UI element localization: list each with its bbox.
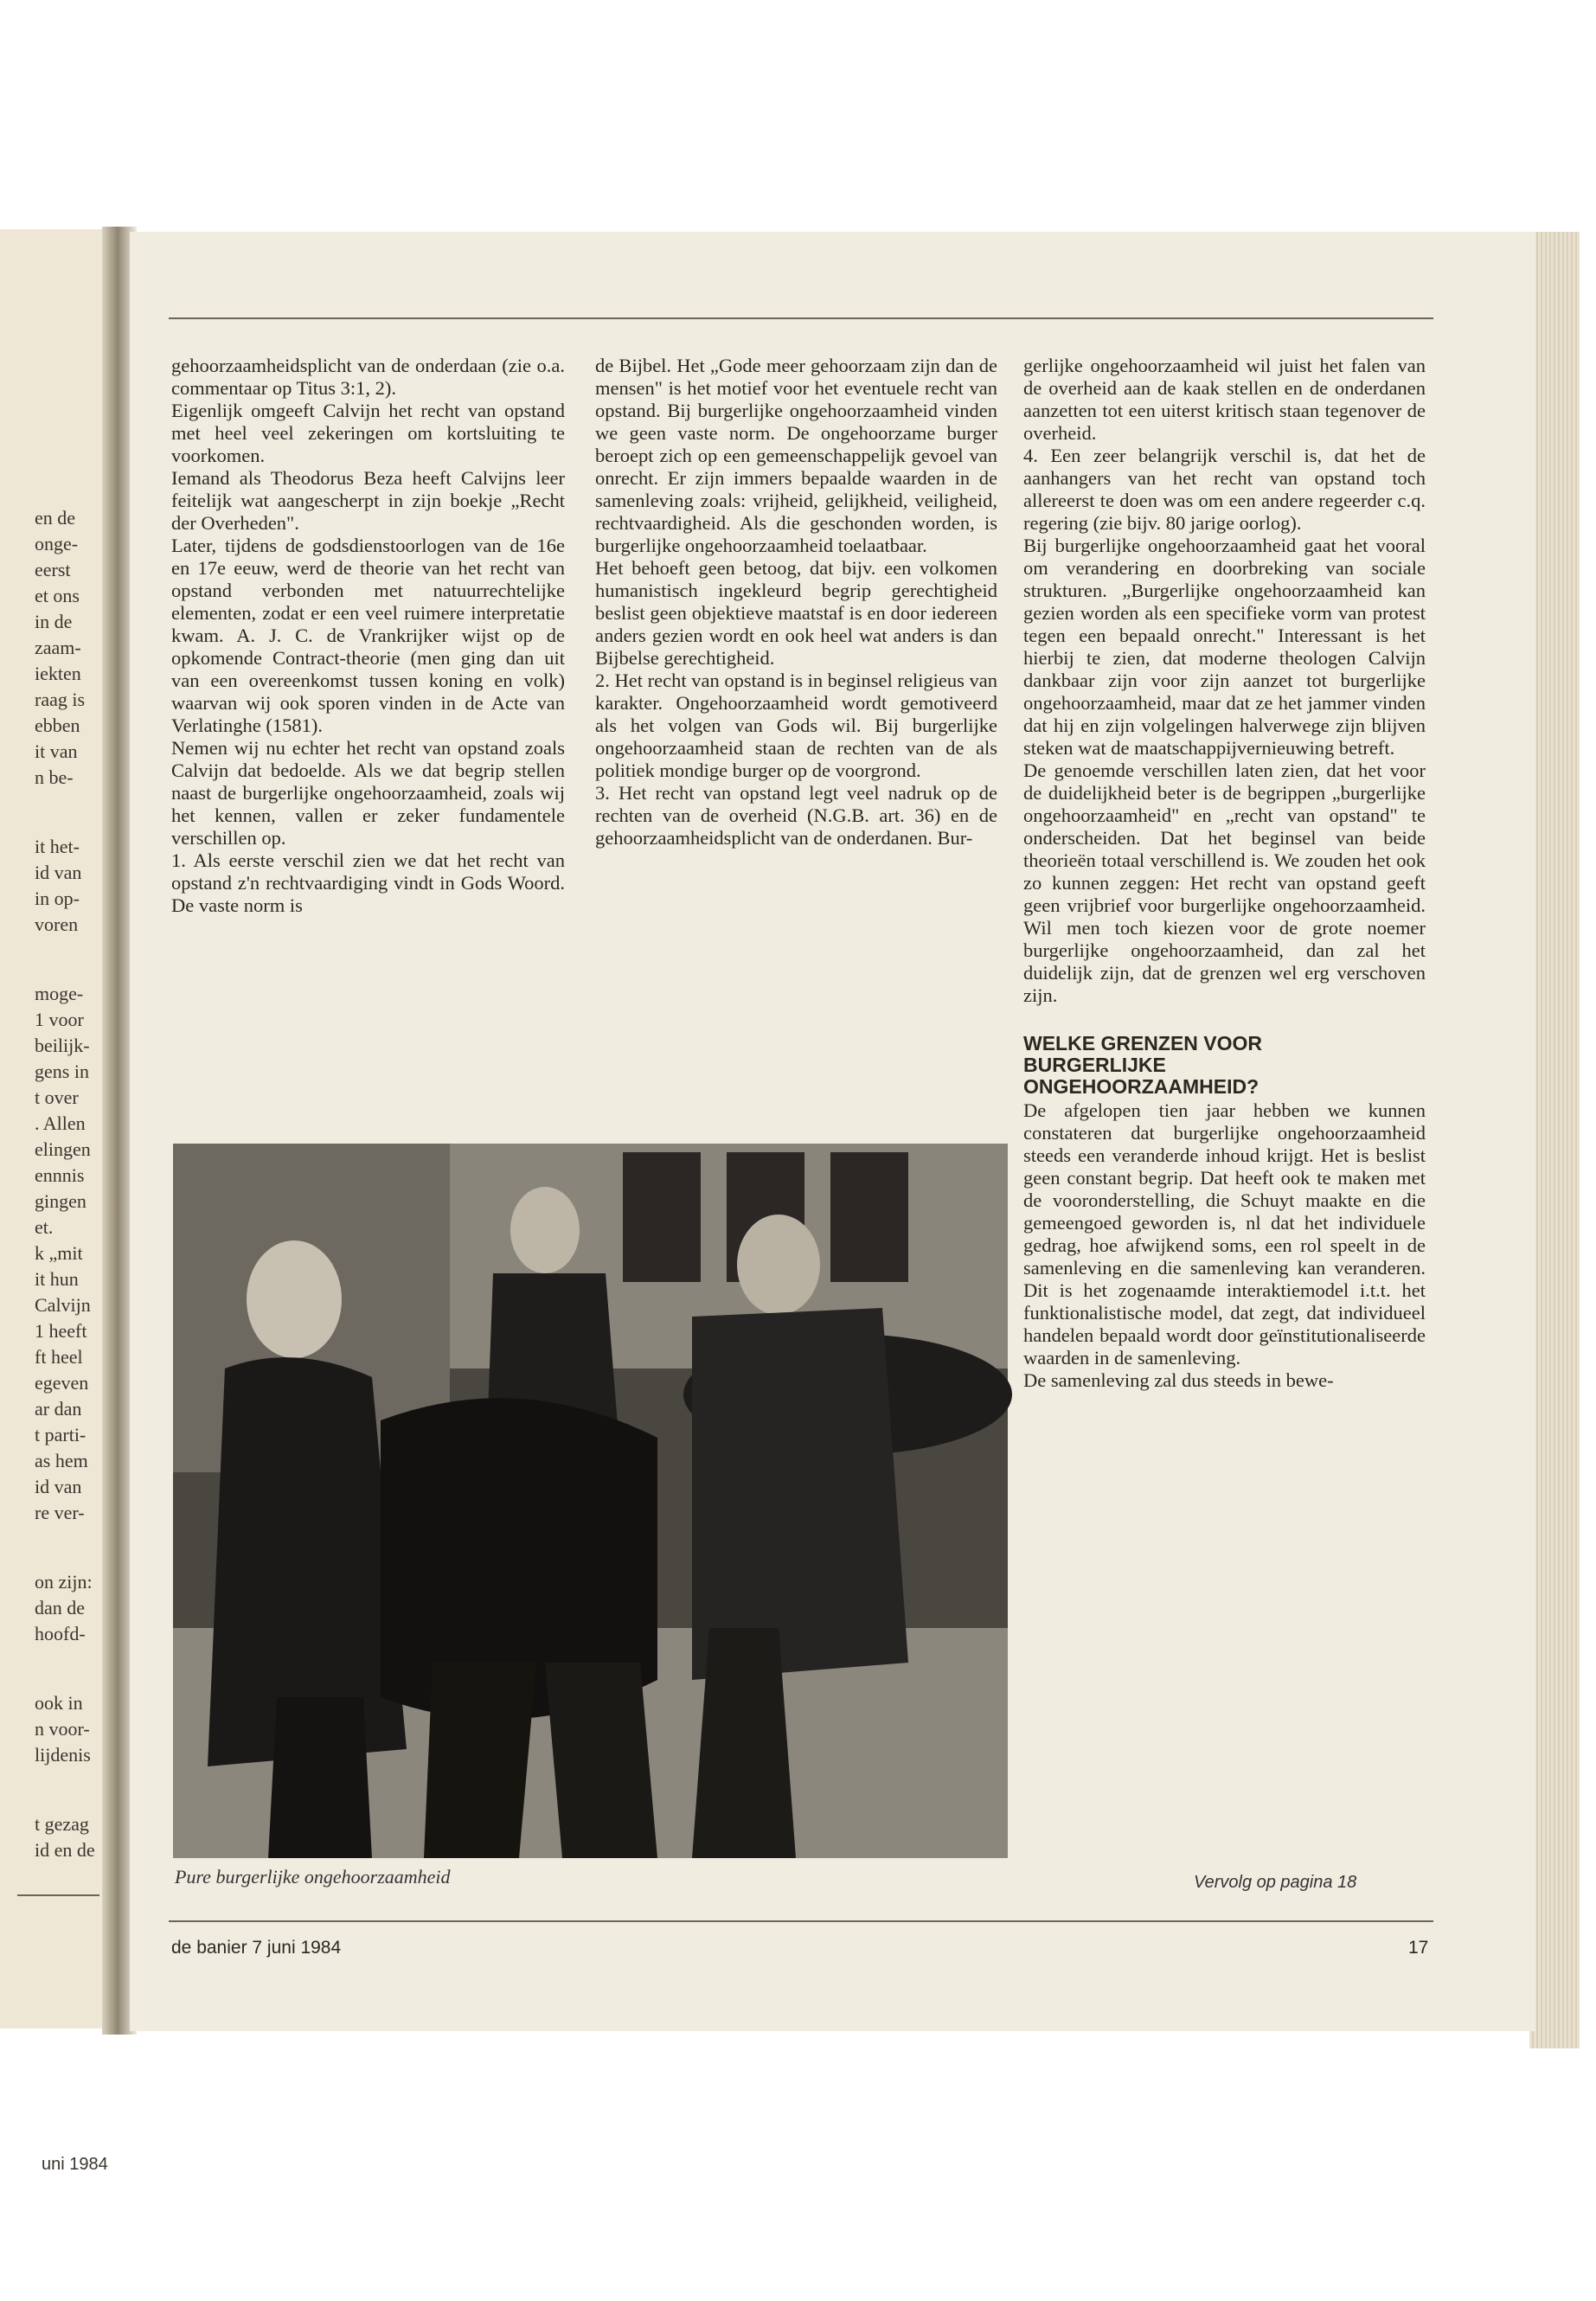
previous-page-line: moge-	[35, 983, 84, 1004]
previous-page-line: lijdenis	[35, 1744, 91, 1766]
previous-page-line: ennnis	[35, 1164, 85, 1186]
previous-page-line: et ons	[35, 585, 80, 606]
footer-publication: de banier 7 juni 1984	[171, 1938, 342, 1958]
previous-page-line: n voor-	[35, 1718, 90, 1740]
previous-page-line: n be-	[35, 766, 74, 788]
previous-page-line: hoofd-	[35, 1623, 86, 1644]
previous-page-line: eerst	[35, 559, 71, 580]
paragraph: de Bijbel. Het „Gode meer gehoorzaam zijn dan de mensen" is het motief voor het eventuele recht van opstand. Bij burgerlijke ongehoorzaamheid vinden we geen vaste norm. De ongehoorzame burger beroept zich op een gemeenschappelijk gevoel van onrecht. Er zijn immers bepaalde waarden in de samenleving zoals: vrijheid, gelijkheid, veiligheid, rechtvaardigheid. Als die geschonden worden, is burgerlijke ongehoorzaamheid toelaatbaar.	[595, 355, 997, 556]
previous-page-line: id en de	[35, 1839, 95, 1861]
previous-page-line: egeven	[35, 1372, 89, 1394]
previous-page-line: Calvijn	[35, 1294, 91, 1316]
column-3-upper-text	[1023, 355, 1426, 1007]
news-photo	[173, 1144, 1008, 1858]
previous-page-line: dan de	[35, 1597, 86, 1618]
previous-page-line: . Allen	[35, 1112, 86, 1134]
headline-line-1: WELKE GRENZEN VOOR	[1023, 1032, 1263, 1054]
paragraph: Het behoeft geen betoog, dat bijv. een volkomen humanistisch ingekleurd begrip gerechtigheid beslist geen objektieve maatstaf is en door iedereen anders gezien wordt en ook heel wat anders is dan Bijbelse gerechtigheid.	[595, 557, 997, 669]
previous-page-line: beilijk-	[35, 1035, 90, 1056]
previous-page-line: it van	[35, 740, 78, 762]
paragraph: 2. Het recht van opstand is in beginsel religieus van karakter. Ongehoorzaamheid wordt gemotiveerd als het volgen van Gods wil. Bij burgerlijke ongehoorzaamheid staan de rechten van de als politiek mondige burger op de voorgrond.	[595, 670, 997, 781]
previous-page-line: t over	[35, 1086, 79, 1108]
paragraph: 1. Als eerste verschil zien we dat het recht van opstand z'n rechtvaardiging vindt in Gods Woord. De vaste norm is	[171, 849, 565, 916]
previous-page-edge	[0, 229, 114, 2174]
paragraph: Iemand als Theodorus Beza heeft Calvijns leer feitelijk wat aangescherpt in zijn boekje „Recht der Overheden".	[171, 467, 565, 534]
previous-page-line: en de	[35, 507, 76, 529]
previous-page-line: it het-	[35, 836, 80, 857]
article-column-1	[171, 355, 565, 917]
section-headline	[1023, 1033, 1426, 1098]
previous-page-line: et.	[35, 1216, 54, 1238]
previous-page-line: 1 voor	[35, 1009, 84, 1030]
paragraph: De genoemde verschillen laten zien, dat het voor de duidelijkheid beter is de begrippen „burgerlijke ongehoorzaamheid" en „recht van opstand" te onderscheiden. Dat het beginsel van beide theorieën totaal verschillend is. We zouden het ook zo kunnen zeggen: Het recht van opstand geeft geen vrijbrief voor burgerlijke ongehoorzaamheid. Wil men toch kiezen voor de grote noemer burgerlijke ongehoorzaamheid, dan zal het duidelijk zijn, dat de grenzen wel erg verschoven zijn.	[1023, 760, 1426, 1006]
photo-caption: Pure burgerlijke ongehoorzaamheid	[175, 1866, 451, 1888]
top-rule	[169, 317, 1433, 319]
book-page-edges	[1529, 232, 1580, 2048]
previous-page-line: ft heel	[35, 1346, 83, 1368]
headline-line-2: BURGERLIJKE	[1023, 1054, 1166, 1076]
previous-page-line: in op-	[35, 888, 80, 909]
previous-page-line: iekten	[35, 663, 81, 684]
previous-page-line: gens in	[35, 1061, 89, 1082]
column-3-lower-text	[1023, 1099, 1426, 1392]
previous-page-line: onge-	[35, 533, 79, 554]
paragraph: Eigenlijk omgeeft Calvijn het recht van opstand met heel veel zekeringen om kortsluiting te voorkomen.	[171, 400, 565, 466]
article-column-2	[595, 355, 997, 849]
previous-page-line: voren	[35, 913, 79, 935]
continued-on-page: Vervolg op pagina 18	[1194, 1873, 1357, 1892]
paragraph: 3. Het recht van opstand legt veel nadruk op de rechten van de overheid (N.G.B. art. 36) en de gehoorzaamheidsplicht van de onderdanen. Bur-	[595, 782, 997, 849]
previous-page-footer: uni 1984	[42, 2155, 108, 2174]
previous-page-line: ebben	[35, 715, 80, 736]
page-number: 17	[1408, 1938, 1429, 1958]
paragraph: Nemen wij nu echter het recht van opstand zoals Calvijn dat bedoelde. Als we dat begrip stellen naast de burgerlijke ongehoorzaamheid, zoals wij het kennen, vallen er zeker fundamentele verschillen op.	[171, 737, 565, 849]
previous-page-line: ook in	[35, 1692, 83, 1714]
police-scuffle-photo	[173, 1144, 1008, 1858]
paragraph: De afgelopen tien jaar hebben we kunnen constateren dat burgerlijke ongehoorzaamheid steeds een veranderde inhoud krijgt. Het is beslist geen constant begrip. Dat heeft ook te maken met de vooronderstelling, die Schuyt maakte en die gemeengoed geworden is, nl dat het individuele gedrag, hoe afwijkend soms, een rol speelt in de samenleving en die samenleving kan veranderen. Dit is het zogenaamde interaktiemodel i.t.t. het funktionalistische model, dat zegt, dat individueel handelen bepaald wordt door geïnstitutionaliseerde waarden in de samenleving.	[1023, 1099, 1426, 1368]
paragraph: Bij burgerlijke ongehoorzaamheid gaat het vooral om verandering en doorbreking van sociale strukturen. „Burgerlijke ongehoorzaamheid kan gezien worden als een specifieke vorm van protest tegen een bepaald onrecht." Interessant is het hierbij te zien, dat moderne theologen Calvijn dankbaar zijn voor zijn aanzet tot burgerlijke ongehoorzaamheid, maar dat ze het jammer vinden dat hij en zijn volgelingen halverwege zijn blijven steken wat de maatschappijvernieuwing betreft.	[1023, 535, 1426, 759]
previous-page-line: t parti-	[35, 1424, 87, 1445]
paragraph: Later, tijdens de godsdienstoorlogen van de 16e en 17e eeuw, werd de theorie van het recht van opstand verbonden met natuurrechtelijke elementen, zodat er een veel ruimere interpretatie kwam. A. J. C. de Vrankrijker wijst op de opkomende Contract-theorie (men ging dan uit van een overeenkomst tussen koning en volk) waarvan wij ook sporen vinden in de Acte van Verlatinghe (1581).	[171, 535, 565, 736]
previous-page-line: on zijn:	[35, 1571, 93, 1593]
paragraph: gehoorzaamheidsplicht van de onderdaan (zie o.a. commentaar op Titus 3:1, 2).	[171, 355, 565, 399]
article-column-3	[1023, 355, 1426, 1392]
previous-page-line: as hem	[35, 1450, 88, 1471]
previous-page-line: zaam-	[35, 637, 81, 658]
bottom-rule	[169, 1920, 1433, 1922]
paragraph: gerlijke ongehoorzaamheid wil juist het falen van de overheid aan de kaak stellen en de onderdanen aanzetten tot een uiterst kritisch staan tegenover de overheid.	[1023, 355, 1426, 444]
previous-page-line: 1 heeft	[35, 1320, 87, 1342]
previous-page-line: raag is	[35, 689, 86, 710]
headline-line-3: ONGEHOORZAAMHEID?	[1023, 1075, 1259, 1098]
paragraph: 4. Een zeer belangrijk verschil is, dat het de aanhangers van het recht van opstand toch allereerst te doen was om een andere regeerder c.q. regering (zie bijv. 80 jarige oorlog).	[1023, 445, 1426, 534]
previous-page-line: t gezag	[35, 1813, 89, 1835]
previous-page-line: id van	[35, 862, 82, 883]
previous-page-line: k „mit	[35, 1242, 83, 1264]
paragraph: De samenleving zal dus steeds in bewe-	[1023, 1369, 1334, 1391]
previous-page-line: ar dan	[35, 1398, 82, 1420]
previous-page-line: elingen	[35, 1138, 91, 1160]
previous-page-line: it hun	[35, 1268, 79, 1290]
previous-page-line: in de	[35, 611, 73, 632]
previous-page-line: re ver-	[35, 1502, 85, 1523]
previous-page-line: gingen	[35, 1190, 87, 1212]
previous-page-rule	[17, 1894, 99, 1896]
previous-page-line: id van	[35, 1476, 82, 1497]
